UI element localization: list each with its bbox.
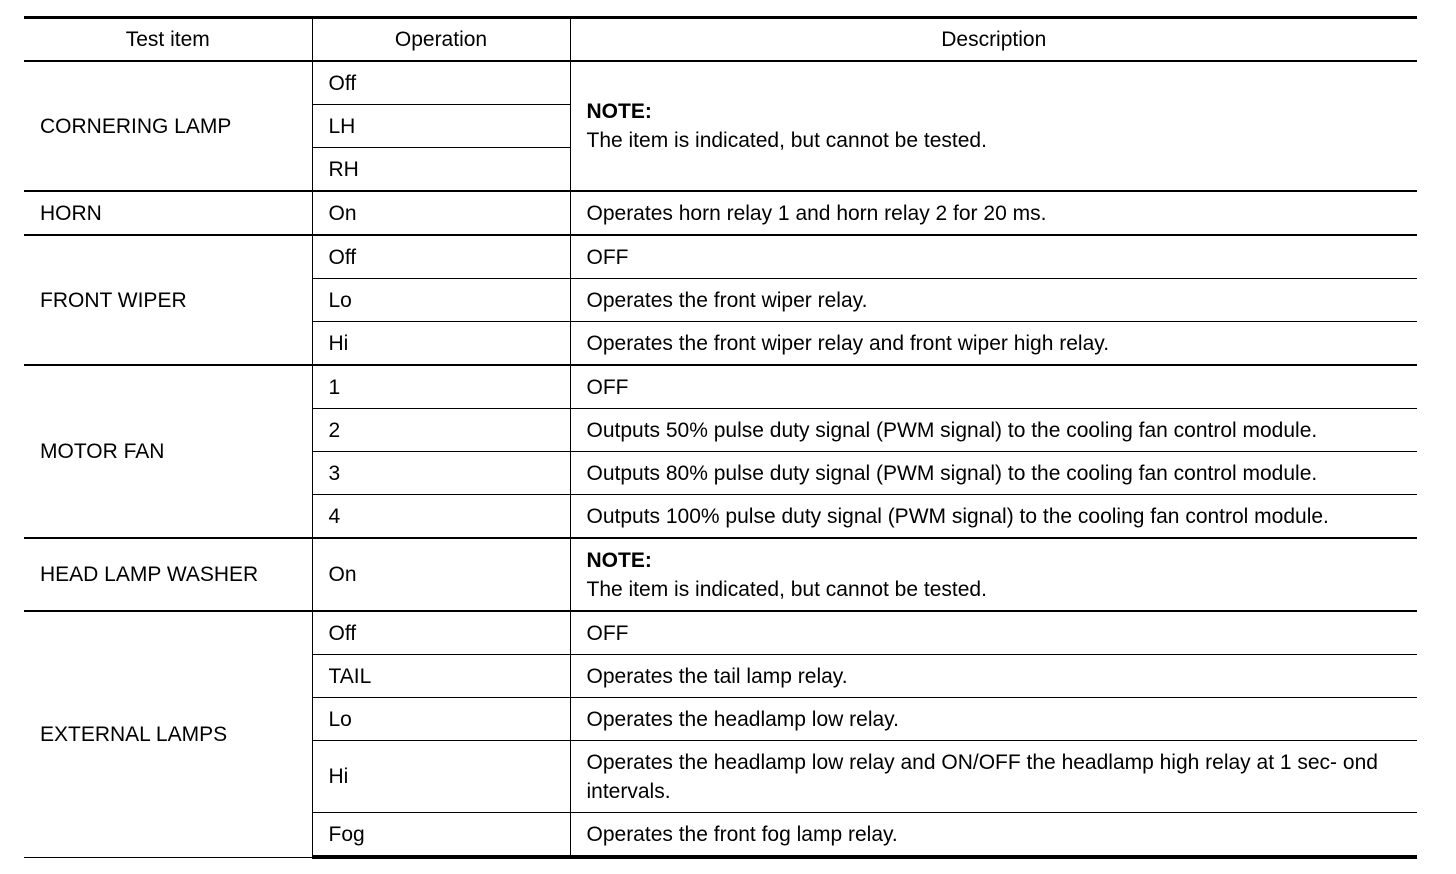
description-cell: Operates the front wiper relay. (570, 279, 1417, 322)
description-cell: OFF (570, 611, 1417, 655)
operation-cell: On (312, 538, 570, 611)
table-row (24, 235, 1417, 279)
header-operation: Operation (312, 18, 570, 62)
operation-cell: Hi (312, 741, 570, 813)
header-description: Description (570, 18, 1417, 62)
test-item-cell: HORN (24, 191, 312, 235)
operation-cell: Hi (312, 322, 570, 366)
test-item-cell: MOTOR FAN (24, 365, 312, 538)
description-cell: Operates the headlamp low relay. (570, 698, 1417, 741)
header-test-item: Test item (24, 18, 312, 62)
table-row (24, 611, 1417, 655)
description-cell: Operates horn relay 1 and horn relay 2 for 20 ms. (570, 191, 1417, 235)
description-cell: Operates the front fog lamp relay. (570, 813, 1417, 858)
operation-cell: 3 (312, 452, 570, 495)
operation-cell: TAIL (312, 655, 570, 698)
description-cell: Operates the tail lamp relay. (570, 655, 1417, 698)
operation-cell: RH (312, 148, 570, 192)
description-cell: Outputs 80% pulse duty signal (PWM signal) to the cooling fan control module. (570, 452, 1417, 495)
operation-cell: Lo (312, 279, 570, 322)
test-item-cell: FRONT WIPER (24, 235, 312, 365)
table-row (24, 61, 1417, 105)
operation-cell: Off (312, 611, 570, 655)
table-row (24, 191, 1417, 235)
operation-cell: LH (312, 105, 570, 148)
description-cell: Operates the front wiper relay and front wiper high relay. (570, 322, 1417, 366)
operation-cell: Off (312, 235, 570, 279)
operation-cell: Lo (312, 698, 570, 741)
operation-cell: Off (312, 61, 570, 105)
test-item-table (24, 16, 1417, 859)
operation-cell: On (312, 191, 570, 235)
description-cell: Operates the headlamp low relay and ON/OFF the headlamp high relay at 1 sec- ond intervals. (570, 741, 1417, 813)
test-item-cell: EXTERNAL LAMPS (24, 611, 312, 857)
operation-cell: 1 (312, 365, 570, 409)
description-cell: OFF (570, 365, 1417, 409)
table-header-row (24, 18, 1417, 62)
note-text: The item is indicated, but cannot be tested. (586, 577, 987, 601)
table-row (24, 365, 1417, 409)
description-cell: Outputs 50% pulse duty signal (PWM signal) to the cooling fan control module. (570, 409, 1417, 452)
note-label: NOTE: (586, 100, 652, 123)
description-note-cell (570, 538, 1417, 611)
test-item-cell: CORNERING LAMP (24, 61, 312, 191)
operation-cell: 2 (312, 409, 570, 452)
test-item-cell: HEAD LAMP WASHER (24, 538, 312, 611)
table-row (24, 538, 1417, 611)
note-label: NOTE: (586, 548, 652, 572)
description-note-cell (570, 61, 1417, 191)
description-cell: OFF (570, 235, 1417, 279)
operation-cell: 4 (312, 495, 570, 539)
note-text: The item is indicated, but cannot be tested. (586, 129, 987, 152)
description-cell: Outputs 100% pulse duty signal (PWM signal) to the cooling fan control module. (570, 495, 1417, 539)
operation-cell: Fog (312, 813, 570, 858)
